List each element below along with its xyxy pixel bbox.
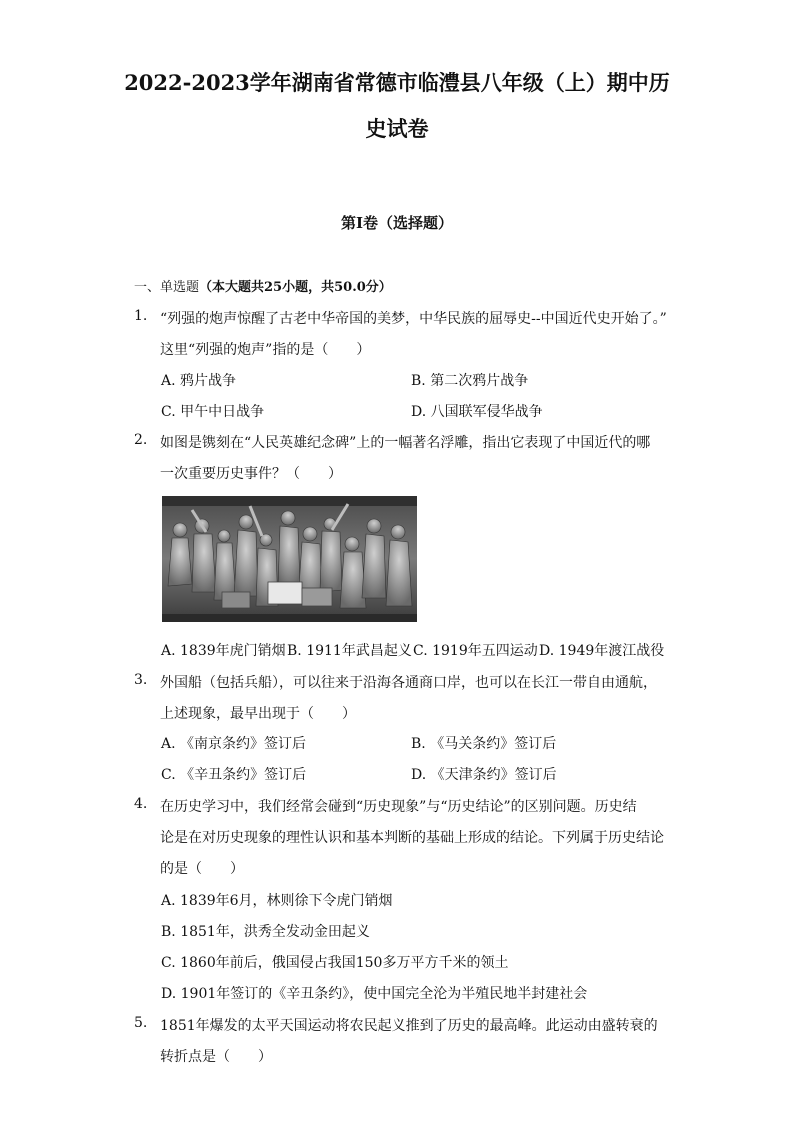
option-d: D. 1949年渡江战役 bbox=[539, 643, 665, 659]
question-number: 4. bbox=[134, 796, 148, 812]
exam-title-line-2: 史试卷 bbox=[365, 116, 429, 141]
option-b: B. 第二次鸦片战争 bbox=[411, 373, 529, 389]
part-heading bbox=[134, 276, 392, 295]
option-b: B. 1851年，洪秀全发动金田起义 bbox=[161, 924, 370, 940]
question-text-line: 在历史学习中，我们经常会碰到“历史现象”与“历史结论”的区别问题。历史结 bbox=[160, 799, 637, 815]
option-a: A. 鸦片战争 bbox=[161, 373, 237, 389]
question-text-line: 的是（ ） bbox=[160, 861, 244, 877]
option-c: C. 1860年前后，俄国侵占我国150多万平方千米的领土 bbox=[161, 955, 509, 971]
option-a: A. 1839年虎门销烟 bbox=[161, 643, 286, 659]
relief-sculpture-image bbox=[162, 496, 417, 622]
question-text-line: 如图是镌刻在“人民英雄纪念碑”上的一幅著名浮雕，指出它表现了中国近代的哪 bbox=[160, 435, 651, 451]
option-c: C. 1919年五四运动 bbox=[413, 643, 538, 659]
question-number: 5. bbox=[134, 1015, 148, 1031]
question-text-line: 转折点是（ ） bbox=[160, 1049, 272, 1065]
section-title: 第Ⅰ卷（选择题） bbox=[340, 214, 454, 232]
exam-title-line-1: 2022-2023学年湖南省常德市临澧县八年级（上）期中历 bbox=[124, 70, 670, 95]
option-d: D. 1901年签订的《辛丑条约》，使中国完全沦为半殖民地半封建社会 bbox=[161, 986, 588, 1002]
option-c: C. 甲午中日战争 bbox=[161, 404, 265, 420]
option-d: D. 八国联军侵华战争 bbox=[411, 404, 543, 420]
question-number: 2. bbox=[134, 432, 148, 448]
question-text-line: 1851年爆发的太平天国运动将农民起义推到了历史的最高峰。此运动由盛转衰的 bbox=[160, 1018, 658, 1034]
option-a: A. 1839年6月，林则徐下令虎门销烟 bbox=[161, 893, 393, 909]
question-text-line: 一次重要历史事件？（ ） bbox=[160, 466, 342, 482]
option-a: A. 《南京条约》签订后 bbox=[161, 736, 307, 752]
question-text-line: 外国船（包括兵船），可以往来于沿海各通商口岸，也可以在长江一带自由通航， bbox=[160, 675, 657, 691]
question-number: 3. bbox=[134, 672, 148, 688]
question-text-line: “列强的炮声惊醒了古老中华帝国的美梦，中华民族的屈辱史--中国近代史开始了。” bbox=[160, 311, 667, 327]
part-info: （本大题共25小题，共50.0分） bbox=[199, 280, 392, 295]
part-label: 一、单选题 bbox=[134, 280, 200, 295]
question-number: 1. bbox=[134, 308, 148, 324]
option-b: B. 1911年武昌起义 bbox=[287, 643, 412, 659]
question-text-line: 上述现象，最早出现于（ ） bbox=[160, 706, 356, 722]
option-d: D. 《天津条约》签订后 bbox=[411, 767, 557, 783]
question-text-line: 论是在对历史现象的理性认识和基本判断的基础上形成的结论。下列属于历史结论 bbox=[160, 830, 664, 846]
exam-title bbox=[90, 60, 704, 152]
option-b: B. 《马关条约》签订后 bbox=[411, 736, 557, 752]
option-c: C. 《辛丑条约》签订后 bbox=[161, 767, 307, 783]
question-text-line: 这里“列强的炮声”指的是（ ） bbox=[160, 342, 371, 358]
